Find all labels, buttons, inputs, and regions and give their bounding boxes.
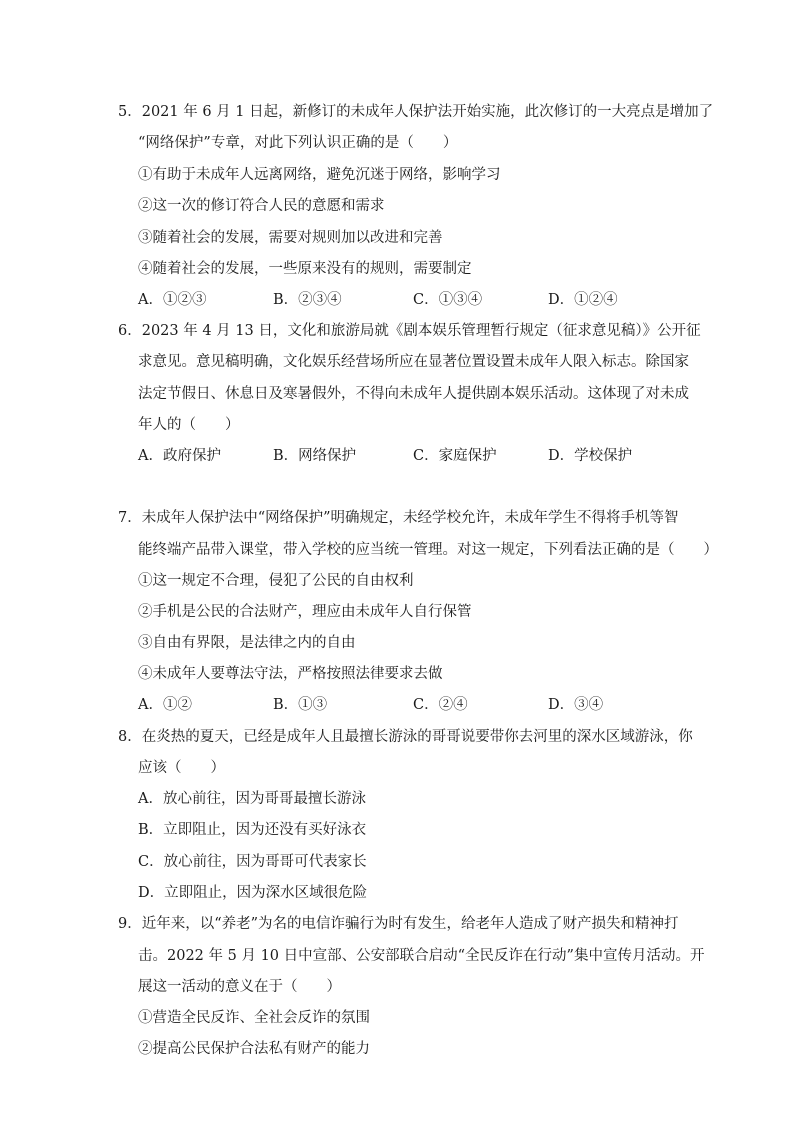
- question-5-stem-line-2: “网络保护”专章，对此下列认识正确的是（ ）: [138, 135, 458, 151]
- question-5-item-3: ③随着社会的发展，需要对规则加以改进和完善: [138, 230, 443, 246]
- question-5-option-b: B．②③④: [273, 292, 342, 308]
- question-8-option-a: A．放心前往，因为哥哥最擅长游泳: [138, 791, 366, 807]
- question-6-option-c: C．家庭保护: [413, 448, 497, 464]
- question-7-item-1: ①这一规定不合理，侵犯了公民的自由权利: [138, 573, 414, 589]
- question-7-option-a: A．①②: [138, 697, 192, 713]
- question-5-item-4: ④随着社会的发展，一些原来没有的规则，需要制定: [138, 261, 472, 277]
- question-9-stem-line-3: 展这一活动的意义在于（ ）: [138, 979, 341, 995]
- question-5-stem-line-1: 5．2021 年 6 月 1 日起，新修订的未成年人保护法开始实施，此次修订的一大亮点是增加了: [118, 104, 714, 120]
- question-9-stem-line-2: 击。2022 年 5 月 10 日中宣部、公安部联合启动“全民反诈在行动”集中宣传月活动。开: [138, 948, 705, 964]
- question-7-option-d: D．③④: [548, 697, 604, 713]
- question-8-stem-line-2: 应该（ ）: [138, 760, 225, 776]
- question-7-stem-line-2: 能终端产品带入课堂，带入学校的应当统一管理。对这一规定，下列看法正确的是（ ）: [138, 542, 718, 558]
- question-6-stem-line-4: 年人的（ ）: [138, 417, 240, 433]
- question-7-item-4: ④未成年人要尊法守法，严格按照法律要求去做: [138, 666, 443, 682]
- question-6-options: [138, 446, 698, 466]
- question-7-stem-line-1: 7．未成年人保护法中“网络保护”明确规定，未经学校允许，未成年学生不得将手机等智: [118, 510, 679, 526]
- question-7-options: [138, 695, 698, 715]
- question-5-item-2: ②这一次的修订符合人民的意愿和需求: [138, 198, 385, 214]
- question-5-option-a: A．①②③: [138, 292, 207, 308]
- question-6-option-d: D．学校保护: [548, 448, 633, 464]
- question-6-stem-line-1: 6．2023 年 4 月 13 日，文化和旅游局就《剧本娱乐管理暂行规定（征求意见稿）》公开征: [118, 323, 701, 339]
- question-5-item-1: ①有助于未成年人远离网络，避免沉迷于网络，影响学习: [138, 167, 501, 183]
- question-8-option-c: C．放心前往，因为哥哥可代表家长: [138, 854, 367, 870]
- question-5-option-c: C．①③④: [413, 292, 483, 308]
- question-7-item-3: ③自由有界限，是法律之内的自由: [138, 635, 356, 651]
- question-8-stem-line-1: 8．在炎热的夏天，已经是成年人且最擅长游泳的哥哥说要带你去河里的深水区域游泳，你: [118, 729, 693, 745]
- question-5-option-d: D．①②④: [548, 292, 618, 308]
- question-7-option-b: B．①③: [273, 697, 328, 713]
- question-6-stem-line-2: 求意见。意见稿明确，文化娱乐经营场所应在显著位置设置未成年人限入标志。除国家: [138, 354, 689, 370]
- question-9-stem-line-1: 9．近年来，以“养老”为名的电信诈骗行为时有发生，给老年人造成了财产损失和精神打: [118, 916, 679, 932]
- question-6-option-a: A．政府保护: [138, 448, 221, 464]
- question-9-item-1: ①营造全民反诈、全社会反诈的氛围: [138, 1010, 370, 1026]
- question-7-option-c: C．②④: [413, 697, 468, 713]
- question-6-stem-line-3: 法定节假日、休息日及寒暑假外，不得向未成年人提供剧本娱乐活动。这体现了对未成: [138, 386, 689, 402]
- question-5-options: [138, 290, 698, 310]
- question-7-item-2: ②手机是公民的合法财产，理应由未成年人自行保管: [138, 604, 472, 620]
- question-8-option-b: B．立即阻止，因为还没有买好泳衣: [138, 822, 367, 838]
- question-8-option-d: D．立即阻止，因为深水区域很危险: [138, 885, 368, 901]
- question-9-item-2: ②提高公民保护合法私有财产的能力: [138, 1041, 370, 1057]
- question-6-option-b: B．网络保护: [273, 448, 357, 464]
